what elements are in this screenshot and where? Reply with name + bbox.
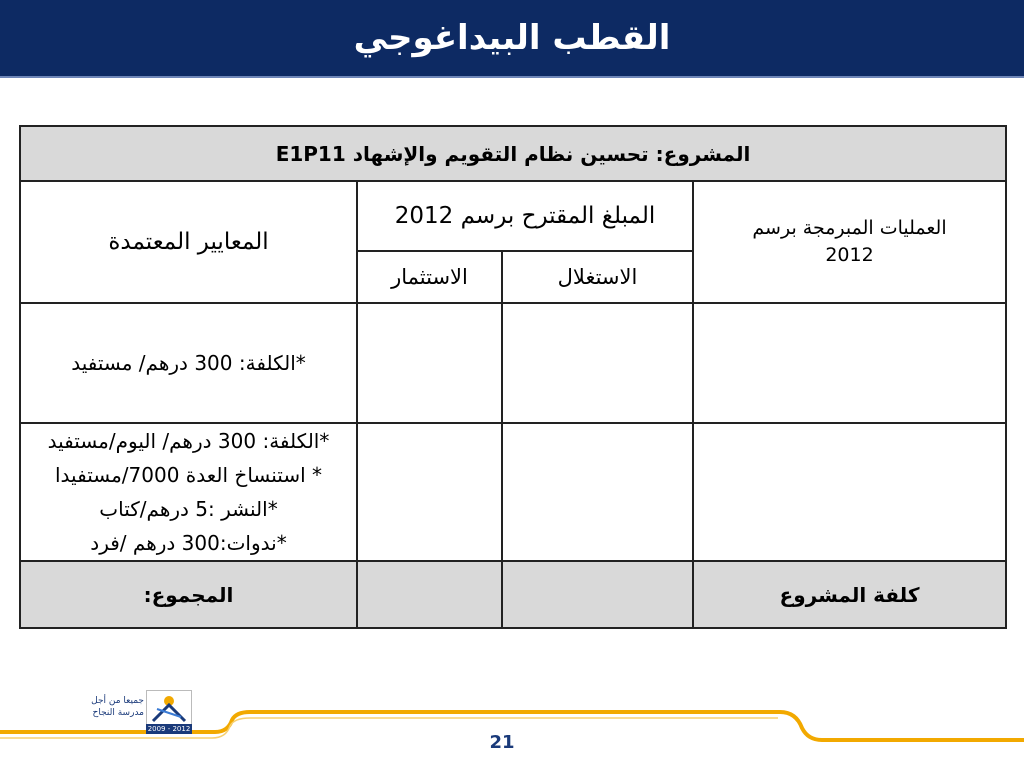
row1-criteria-cell [20, 303, 357, 423]
investment-header-cell [357, 251, 502, 303]
row1-programmed-ops-cell [693, 303, 1006, 423]
row2-criteria-line: *ندوات:300 درهم /فرد [90, 531, 287, 555]
project-table [19, 125, 1007, 629]
total-cell [20, 561, 357, 628]
row2-criteria-cell [20, 423, 357, 561]
amount-header-cell [357, 181, 693, 251]
project-cost-cell [693, 561, 1006, 628]
logo-star-icon [147, 691, 191, 725]
page-title: القطب البيداغوجي [353, 18, 671, 58]
project-title-cell [20, 126, 1006, 181]
operation-header: الاستغلال [557, 265, 638, 289]
total-label: المجموع: [143, 582, 234, 607]
amount-header: المبلغ المقترح برسم 2012 [394, 203, 656, 229]
total-investment-cell [357, 561, 502, 628]
row2-operation-cell [502, 423, 693, 561]
row1-operation-cell [502, 303, 693, 423]
investment-header: الاستثمار [391, 265, 468, 289]
row2-criteria-line: *الكلفة: 300 درهم/ اليوم/مستفيد [47, 429, 330, 453]
row2-programmed-ops-cell [693, 423, 1006, 561]
row1-investment-cell [357, 303, 502, 423]
row2-investment-cell [357, 423, 502, 561]
programmed-ops-header-line2: 2012 [825, 244, 874, 266]
row1-criteria: *الكلفة: 300 درهم/ مستفيد [71, 351, 306, 375]
total-operation-cell [502, 561, 693, 628]
criteria-header: المعايير المعتمدة [108, 229, 269, 255]
title-bar [0, 0, 1024, 78]
logo-years: 2009 - 2012 [147, 725, 191, 733]
project-cost-label: كلفة المشروع [779, 582, 920, 607]
project-title: المشروع: تحسين نظام التقويم والإشهاد E1P11 [275, 141, 751, 166]
page-number: 21 [489, 732, 515, 753]
row2-criteria-line: * استنساخ العدة 7000/مستفيدا [54, 463, 323, 487]
school-logo [52, 688, 192, 736]
programmed-ops-header-line1: العمليات المبرمجة برسم [752, 217, 947, 239]
operation-header-cell [502, 251, 693, 303]
programmed-ops-header-cell [693, 181, 1006, 303]
logo-text-line2: مدرسة النجاح [92, 708, 144, 718]
row2-criteria-line: *النشر :5 درهم/كتاب [99, 497, 278, 521]
logo-text-line1: جميعا من أجل [91, 696, 144, 706]
criteria-header-cell [20, 181, 357, 303]
